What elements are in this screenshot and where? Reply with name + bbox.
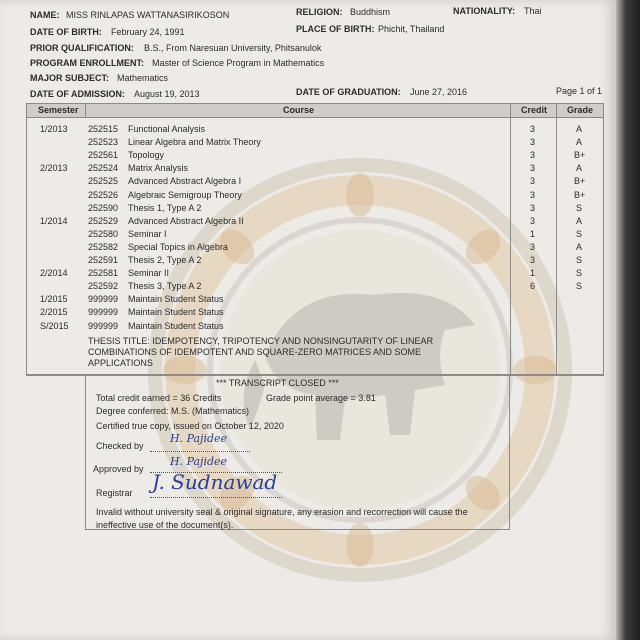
credit-cell: 3: [530, 124, 536, 134]
approved-by-signature: H. Pajidee: [170, 455, 228, 468]
course-code-cell: 252525: [88, 176, 119, 186]
table-header: [26, 103, 604, 118]
dob-value: February 24, 1991: [111, 27, 185, 37]
religion-value: Buddhism: [350, 7, 391, 17]
grade-cell: B+: [574, 176, 586, 186]
prior-qualification-label: PRIOR QUALIFICATION:: [30, 43, 134, 53]
registrar-label: Registrar: [96, 488, 133, 498]
course-code-cell: 252592: [88, 281, 119, 291]
course-code-cell: 999999: [88, 321, 119, 331]
program-value: Master of Science Program in Mathematics: [152, 58, 325, 68]
grade-cell: S: [576, 281, 583, 291]
course-title-cell: Linear Algebra and Matrix Theory: [128, 137, 261, 147]
course-code-cell: 999999: [88, 307, 119, 317]
credit-cell: 1: [530, 268, 536, 278]
course-title-cell: Special Topics in Algebra: [128, 242, 228, 252]
course-code-cell: 252526: [88, 190, 119, 200]
grade-cell: A: [576, 242, 583, 252]
nationality-label: NATIONALITY:: [453, 6, 516, 16]
col-semester: Semester: [38, 105, 79, 115]
course-code-cell: 252524: [88, 163, 119, 173]
notice-line1: Invalid without university seal & original signature, any erasion and recorrection will cause the: [96, 507, 468, 517]
student-name: MISS RINLAPAS WATTANASIRIKOSON: [66, 10, 230, 20]
grade-cell: S: [576, 255, 583, 265]
semester-cell: 1/2015: [40, 294, 68, 304]
semester-cell: 2/2013: [40, 163, 68, 173]
approved-by-label: Approved by: [93, 464, 144, 474]
admission-label: DATE OF ADMISSION:: [30, 89, 125, 99]
pob-label: PLACE OF BIRTH:: [296, 24, 375, 34]
credit-cell: 1: [530, 229, 536, 239]
grade-cell: B+: [574, 150, 586, 160]
credit-cell: 6: [530, 281, 536, 291]
semester-cell: 2/2015: [40, 307, 68, 317]
degree-conferred: Degree conferred: M.S. (Mathematics): [96, 406, 250, 416]
major-label: MAJOR SUBJECT:: [30, 73, 110, 83]
course-title-cell: Matrix Analysis: [128, 163, 189, 173]
divider: [510, 103, 511, 375]
course-title-cell: Algebraic Semigroup Theory: [128, 190, 242, 200]
page-number: Page 1 of 1: [556, 86, 603, 96]
checked-by-signature: H. Pajidee: [170, 432, 228, 445]
credit-cell: 3: [530, 216, 536, 226]
credit-cell: 3: [530, 255, 536, 265]
semester-cell: S/2015: [40, 321, 69, 331]
program-label: PROGRAM ENROLLMENT:: [30, 58, 144, 68]
col-course: Course: [283, 105, 315, 115]
nationality-value: Thai: [524, 6, 542, 16]
credit-cell: 3: [530, 150, 536, 160]
semester-cell: 2/2014: [40, 268, 68, 278]
course-title-cell: Seminar II: [128, 268, 170, 278]
thesis-title-line2: COMBINATIONS OF IDEMPOTENT AND SQUARE-ZERO MATRICES AND SOME: [88, 347, 422, 357]
course-title-cell: Maintain Student Status: [128, 321, 224, 331]
course-title-cell: Functional Analysis: [128, 124, 206, 134]
course-code-cell: 252529: [88, 216, 119, 226]
course-code-cell: 252590: [88, 203, 119, 213]
grade-cell: A: [576, 216, 583, 226]
transcript-closed: *** TRANSCRIPT CLOSED ***: [216, 378, 339, 388]
total-credit: Total credit earned = 36 Credits: [96, 393, 222, 403]
credit-cell: 3: [530, 137, 536, 147]
prior-qualification-value: B.S., From Naresuan University, Phitsanulok: [144, 43, 322, 53]
course-code-cell: 252515: [88, 124, 119, 134]
course-title-cell: Seminar I: [128, 229, 167, 239]
col-credit: Credit: [521, 105, 548, 115]
checked-by-line: [150, 451, 250, 452]
course-title-cell: Maintain Student Status: [128, 294, 224, 304]
gpa: Grade point average = 3.81: [266, 393, 376, 403]
certified-copy: Certified true copy, issued on October 12, 2020: [96, 421, 284, 431]
course-code-cell: 252582: [88, 242, 119, 252]
registrar-signature: J. Sudnawad: [152, 470, 278, 494]
course-code-cell: 999999: [88, 294, 119, 304]
grade-cell: S: [576, 203, 583, 213]
graduation-value: June 27, 2016: [410, 87, 468, 97]
course-code-cell: 252580: [88, 229, 119, 239]
credit-cell: 3: [530, 203, 536, 213]
course-title-cell: Thesis 1, Type A 2: [128, 203, 202, 213]
course-title-cell: Topology: [128, 150, 165, 160]
grade-cell: B+: [574, 190, 586, 200]
thesis-title-line1: THESIS TITLE: IDEMPOTENCY, TRIPOTENCY AND NONSINGUTARITY OF LINEAR: [88, 336, 434, 346]
desk-edge: [616, 0, 640, 640]
grade-cell: S: [576, 268, 583, 278]
thesis-title-line3: APPLICATIONS: [88, 358, 153, 368]
credit-cell: 3: [530, 190, 536, 200]
religion-label: RELIGION:: [296, 7, 343, 17]
grade-cell: S: [576, 229, 583, 239]
course-code-cell: 252561: [88, 150, 119, 160]
course-title-cell: Thesis 2, Type A 2: [128, 255, 202, 265]
name-label: NAME:: [30, 10, 60, 20]
divider: [85, 103, 86, 118]
checked-by-label: Checked by: [96, 441, 144, 451]
grade-cell: A: [576, 163, 583, 173]
credit-cell: 3: [530, 242, 536, 252]
credit-cell: 3: [530, 163, 536, 173]
grade-cell: A: [576, 137, 583, 147]
divider: [556, 103, 557, 375]
course-code-cell: 252591: [88, 255, 119, 265]
dob-label: DATE OF BIRTH:: [30, 27, 102, 37]
col-grade: Grade: [567, 105, 594, 115]
course-title-cell: Advanced Abstract Algebra II: [128, 216, 244, 226]
pob-value: Phichit, Thailand: [378, 24, 445, 34]
course-title-cell: Thesis 3, Type A 2: [128, 281, 202, 291]
grade-cell: A: [576, 124, 583, 134]
graduation-label: DATE OF GRADUATION:: [296, 87, 401, 97]
semester-cell: 1/2013: [40, 124, 68, 134]
course-title-cell: Maintain Student Status: [128, 307, 224, 317]
course-code-cell: 252523: [88, 137, 119, 147]
major-value: Mathematics: [117, 73, 169, 83]
notice-line2: ineffective use of the document(s).: [96, 520, 234, 530]
course-title-cell: Advanced Abstract Algebra I: [128, 176, 242, 186]
credit-cell: 3: [530, 176, 536, 186]
course-code-cell: 252581: [88, 268, 119, 278]
semester-cell: 1/2014: [40, 216, 68, 226]
registrar-line: [150, 497, 282, 498]
admission-value: August 19, 2013: [134, 89, 200, 99]
